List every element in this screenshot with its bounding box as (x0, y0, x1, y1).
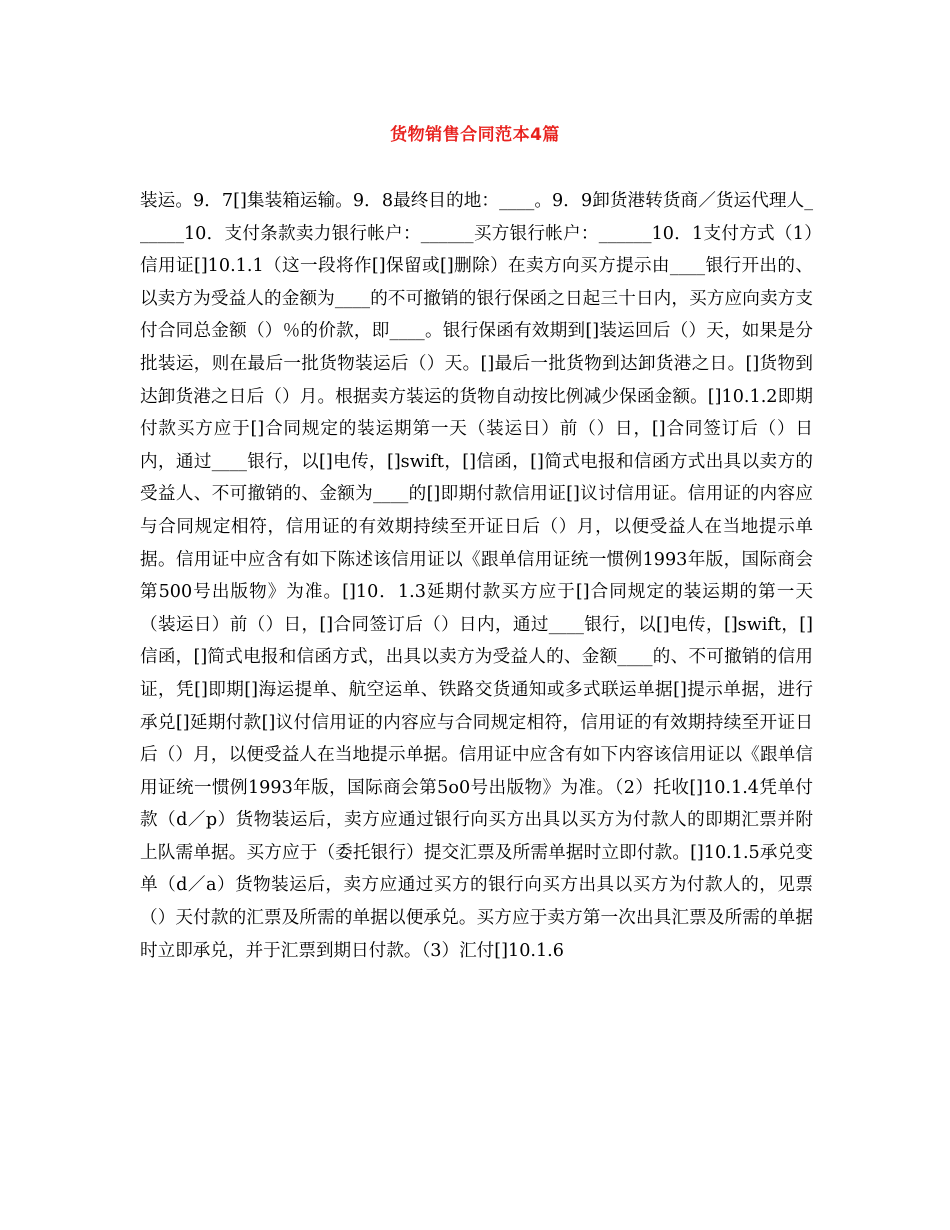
document-body-paragraph: 装运。9．7[]集装箱运输。9．8最终目的地：____。9．9卸货港转货商／货运代理人______10．支付条款卖力银行帐户：______买方银行帐户：______10．1支付方式（1）信用证[]10.1.1（这一段将作[]保留或[]删除）在卖方向买方提示由____银行开出的、以卖方为受益人的金额为____的不可撤销的银行保函之日起三十日内，买方应向卖方支付合同总金额（）％的价款，即____。银行保函有效期到[]装运回后（）天，如果是分批装运，则在最后一批货物装运后（）天。[]最后一批货物到达卸货港之日。[]货物到达卸货港之日后（）月。根据卖方装运的货物自动按比例减少保函金额。[]10.1.2即期付款买方应于[]合同规定的装运期第一天（装运日）前（）日，[]合同签订后（）日内，通过____银行，以[]电传，[]swift，[]信函，[]简式电报和信函方式出具以卖方的受益人、不可撤销的、金额为____的[]即期付款信用证[]议讨信用证。信用证的内容应与合同规定相符，信用证的有效期持续至开证日后（）月，以便受益人在当地提示单据。信用证中应含有如下陈述该信用证以《跟单信用证统一惯例1993年版，国际商会第500号出版物》为准。[]10．1.3延期付款买方应于[]合同规定的装运期的第一天（装运日）前（）日，[]合同签订后（）日内，通过____银行，以[]电传，[]swift，[]信函，[]简式电报和信函方式，出具以卖方为受益人的、金额____的、不可撤销的信用证，凭[]即期[]海运提单、航空运单、铁路交货通知或多式联运单据[]提示单据，进行承兑[]延期付款[]议付信用证的内容应与合同规定相符，信用证的有效期持续至开证日后（）月，以便受益人在当地提示单据。信用证中应含有如下内容该信用证以《跟单信用证统一惯例1993年版，国际商会第5o0号出版物》为准。（2）托收[]10.1.4凭单付款（d／p）货物装运后，卖方应通过银行向买方出具以买方为付款人的即期汇票并附上队需单据。买方应于（委托银行）提交汇票及所需单据时立即付款。[]10.1.5承兑变单（d／a）货物装运后，卖方应通过买方的银行向买方出具以买方为付款人的，见票（）天付款的汇票及所需的单据以便承兑。买方应于卖方第一次出具汇票及所需的单据时立即承兑，并于汇票到期日付款。（3）汇付[]10.1.6 (140, 191, 813, 961)
document-title: 货物销售合同范本4篇 (390, 125, 560, 145)
